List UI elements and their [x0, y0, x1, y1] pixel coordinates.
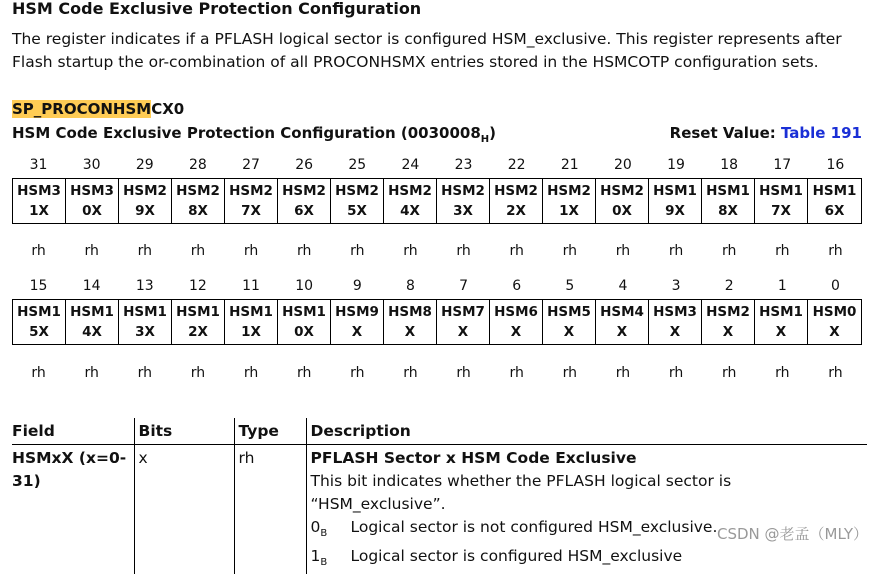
bit-field-name-line2: 1X [543, 201, 595, 221]
register-bit-field [172, 300, 225, 344]
register-bit-field [225, 179, 278, 223]
register-name [12, 100, 184, 118]
bit-field-name-line2: 1X [13, 201, 65, 221]
bit-number: 7 [437, 278, 490, 298]
bit-field-name-line2: 7X [225, 201, 277, 221]
bit-number: 12 [171, 278, 224, 298]
access-type: rh [756, 365, 809, 385]
bit-number: 10 [278, 278, 331, 298]
bit-number: 6 [490, 278, 543, 298]
header-field: Field [12, 418, 134, 445]
register-bit-field [119, 179, 172, 223]
bit-field-name-line1: HSM2 [437, 181, 489, 201]
bit-field-name-line1: HSM1 [278, 302, 330, 322]
access-type: rh [118, 365, 171, 385]
bit-field-name-line2: 2X [490, 201, 542, 221]
bit-field-name-line1: HSM2 [225, 181, 277, 201]
upper-bit-numbers [12, 157, 862, 177]
bit-field-name-line2: 0X [278, 322, 330, 342]
lower-bit-numbers [12, 278, 862, 298]
bit-number: 28 [171, 157, 224, 177]
register-bit-field [13, 300, 66, 344]
bit-field-name-line1: HSM7 [437, 302, 489, 322]
bit-field-name-line1: HSM2 [596, 181, 648, 201]
intro-paragraph: The register indicates if a PFLASH logical sector is configured HSM_exclusive. This register represents after Flash startup the or-combination of all PROCONHSMX entries stored in the HSMCOTP configuration sets. [12, 28, 872, 74]
bit-field-name-line2: 7X [755, 201, 807, 221]
access-type: rh [596, 365, 649, 385]
bit-field-name-line2: X [702, 322, 754, 342]
bit-number: 14 [65, 278, 118, 298]
access-type: rh [490, 365, 543, 385]
lower-access-types [12, 365, 862, 385]
bit-field-name-line2: 5X [13, 322, 65, 342]
access-type: rh [225, 365, 278, 385]
register-bit-field [596, 300, 649, 344]
bit-field-name-line1: HSM1 [66, 302, 118, 322]
register-bit-field [702, 300, 755, 344]
bit-number: 31 [12, 157, 65, 177]
bit-field-name-line2: 9X [119, 201, 171, 221]
row-description [306, 445, 867, 574]
register-name-highlight: SP_PROCONHSM [12, 100, 151, 118]
bit-number: 3 [650, 278, 703, 298]
bit-field-name-line2: 4X [66, 322, 118, 342]
bit-number: 13 [118, 278, 171, 298]
bit-field-name-line2: 6X [808, 201, 861, 221]
access-type: rh [437, 243, 490, 263]
bit-field-name-line1: HSM1 [172, 302, 224, 322]
bit-field-name-line1: HSM2 [543, 181, 595, 201]
register-bit-field [172, 179, 225, 223]
bit-field-name-line1: HSM3 [66, 181, 118, 201]
bit-field-name-line2: 0X [596, 201, 648, 221]
bit-field-name-line2: 6X [278, 201, 330, 221]
bit-field-name-line1: HSM9 [331, 302, 383, 322]
access-type: rh [171, 365, 224, 385]
access-type: rh [384, 365, 437, 385]
access-type: rh [384, 243, 437, 263]
bit-number: 1 [756, 278, 809, 298]
header-type: Type [234, 418, 306, 445]
bit-field-name-line1: HSM1 [755, 181, 807, 201]
register-title-close: ) [489, 124, 496, 142]
register-bit-field [384, 300, 437, 344]
upper-register-fields [12, 178, 862, 224]
access-type: rh [703, 365, 756, 385]
bit-field-name-line1: HSM1 [225, 302, 277, 322]
access-type: rh [543, 243, 596, 263]
register-bit-field [808, 300, 861, 344]
bit-field-name-line1: HSM0 [808, 302, 861, 322]
bit-field-name-line2: 0X [66, 201, 118, 221]
bit-field-name-line2: X [490, 322, 542, 342]
value-0-code: 0 [311, 518, 321, 536]
bit-field-name-line1: HSM2 [384, 181, 436, 201]
access-type: rh [65, 365, 118, 385]
register-bit-field [808, 179, 861, 223]
bit-number: 2 [703, 278, 756, 298]
bit-field-name-line2: X [384, 322, 436, 342]
bit-field-name-line2: 9X [649, 201, 701, 221]
field-description-table [12, 418, 867, 574]
bit-field-name-line2: X [543, 322, 595, 342]
bit-field-name-line1: HSM4 [596, 302, 648, 322]
access-type: rh [809, 365, 862, 385]
bit-field-name-line1: HSM1 [649, 181, 701, 201]
register-bit-field [490, 179, 543, 223]
access-type: rh [756, 243, 809, 263]
access-type: rh [437, 365, 490, 385]
bit-number: 26 [278, 157, 331, 177]
register-name-suffix: CX0 [151, 100, 184, 118]
bit-number: 25 [331, 157, 384, 177]
bit-number: 11 [225, 278, 278, 298]
row-field: HSMxX (x=0-31) [12, 445, 134, 574]
bit-number: 0 [809, 278, 862, 298]
description-title: PFLASH Sector x HSM Code Exclusive [311, 447, 864, 470]
description-body: This bit indicates whether the PFLASH logical sector is “HSM_exclusive”. [311, 470, 864, 516]
register-bit-field [649, 179, 702, 223]
bit-field-name-line1: HSM1 [119, 302, 171, 322]
value-1-text: Logical sector is configured HSM_exclusive [351, 547, 683, 565]
register-bit-field [66, 300, 119, 344]
table-header-row [12, 418, 867, 445]
access-type: rh [278, 365, 331, 385]
bit-field-name-line1: HSM2 [702, 302, 754, 322]
bit-field-name-line1: HSM2 [490, 181, 542, 201]
bit-field-name-line2: 8X [702, 201, 754, 221]
bit-number: 18 [703, 157, 756, 177]
bit-field-name-line1: HSM1 [755, 302, 807, 322]
bit-number: 24 [384, 157, 437, 177]
register-bit-field [755, 179, 808, 223]
row-type: rh [234, 445, 306, 574]
register-bit-field [331, 300, 384, 344]
access-type: rh [650, 243, 703, 263]
bit-number: 29 [118, 157, 171, 177]
bit-field-name-line1: HSM2 [278, 181, 330, 201]
access-type: rh [12, 365, 65, 385]
register-title [12, 124, 496, 145]
bit-number: 19 [650, 157, 703, 177]
reset-value [670, 124, 862, 142]
access-type: rh [331, 243, 384, 263]
bit-field-name-line1: HSM1 [13, 302, 65, 322]
bit-field-name-line2: X [649, 322, 701, 342]
bit-number: 9 [331, 278, 384, 298]
bit-field-name-line1: HSM2 [119, 181, 171, 201]
reset-value-link[interactable]: Table 191 [781, 124, 862, 142]
register-bit-field [119, 300, 172, 344]
bit-field-name-line1: HSM2 [172, 181, 224, 201]
header-bits: Bits [134, 418, 234, 445]
register-bit-field [225, 300, 278, 344]
access-type: rh [543, 365, 596, 385]
bit-field-name-line2: 5X [331, 201, 383, 221]
register-bit-field [490, 300, 543, 344]
bit-number: 8 [384, 278, 437, 298]
bit-number: 20 [596, 157, 649, 177]
bit-number: 5 [543, 278, 596, 298]
access-type: rh [118, 243, 171, 263]
register-bit-field [437, 179, 490, 223]
register-title-text: HSM Code Exclusive Protection Configuration (0030008 [12, 124, 481, 142]
reset-value-label: Reset Value: [670, 124, 781, 142]
watermark: CSDN @老孟（MLY） [717, 523, 868, 544]
bit-field-name-line1: HSM3 [649, 302, 701, 322]
bit-number: 16 [809, 157, 862, 177]
access-type: rh [65, 243, 118, 263]
bit-number: 22 [490, 157, 543, 177]
register-bit-field [437, 300, 490, 344]
access-type: rh [12, 243, 65, 263]
register-bit-field [649, 300, 702, 344]
access-type: rh [650, 365, 703, 385]
bit-number: 23 [437, 157, 490, 177]
bit-field-name-line1: HSM8 [384, 302, 436, 322]
bit-number: 15 [12, 278, 65, 298]
register-bit-field [543, 300, 596, 344]
bit-field-name-line2: 1X [225, 322, 277, 342]
bit-field-name-line2: X [808, 322, 861, 342]
bit-number: 30 [65, 157, 118, 177]
register-title-subscript: H [481, 134, 489, 145]
value-1-sub: B [320, 557, 327, 568]
table-row [12, 445, 867, 574]
section-heading: HSM Code Exclusive Protection Configuration [12, 0, 421, 18]
bit-field-name-line2: X [331, 322, 383, 342]
row-bits: x [134, 445, 234, 574]
bit-field-name-line1: HSM2 [331, 181, 383, 201]
bit-number: 17 [756, 157, 809, 177]
bit-field-name-line2: X [437, 322, 489, 342]
bit-field-name-line2: X [596, 322, 648, 342]
access-type: rh [225, 243, 278, 263]
bit-field-name-line2: 8X [172, 201, 224, 221]
access-type: rh [171, 243, 224, 263]
bit-field-name-line2: 4X [384, 201, 436, 221]
bit-field-name-line1: HSM6 [490, 302, 542, 322]
register-bit-field [702, 179, 755, 223]
bit-field-name-line2: X [755, 322, 807, 342]
register-bit-field [66, 179, 119, 223]
bit-field-name-line2: 3X [437, 201, 489, 221]
upper-access-types [12, 243, 862, 263]
header-description: Description [306, 418, 867, 445]
bit-field-name-line1: HSM5 [543, 302, 595, 322]
bit-field-name-line2: 3X [119, 322, 171, 342]
register-bit-field [384, 179, 437, 223]
bit-number: 27 [225, 157, 278, 177]
access-type: rh [331, 365, 384, 385]
bit-field-name-line1: HSM3 [13, 181, 65, 201]
value-1 [311, 545, 864, 574]
register-bit-field [755, 300, 808, 344]
access-type: rh [278, 243, 331, 263]
bit-number: 4 [596, 278, 649, 298]
access-type: rh [490, 243, 543, 263]
register-bit-field [278, 300, 331, 344]
register-bit-field [596, 179, 649, 223]
access-type: rh [703, 243, 756, 263]
register-bit-field [331, 179, 384, 223]
bit-number: 21 [543, 157, 596, 177]
value-1-code: 1 [311, 547, 321, 565]
bit-field-name-line1: HSM1 [702, 181, 754, 201]
access-type: rh [596, 243, 649, 263]
value-0-sub: B [320, 528, 327, 539]
register-bit-field [13, 179, 66, 223]
bit-field-name-line1: HSM1 [808, 181, 861, 201]
register-bit-field [278, 179, 331, 223]
bit-field-name-line2: 2X [172, 322, 224, 342]
value-0-text: Logical sector is not configured HSM_exclusive. [351, 518, 718, 536]
access-type: rh [809, 243, 862, 263]
lower-register-fields [12, 299, 862, 345]
register-bit-field [543, 179, 596, 223]
